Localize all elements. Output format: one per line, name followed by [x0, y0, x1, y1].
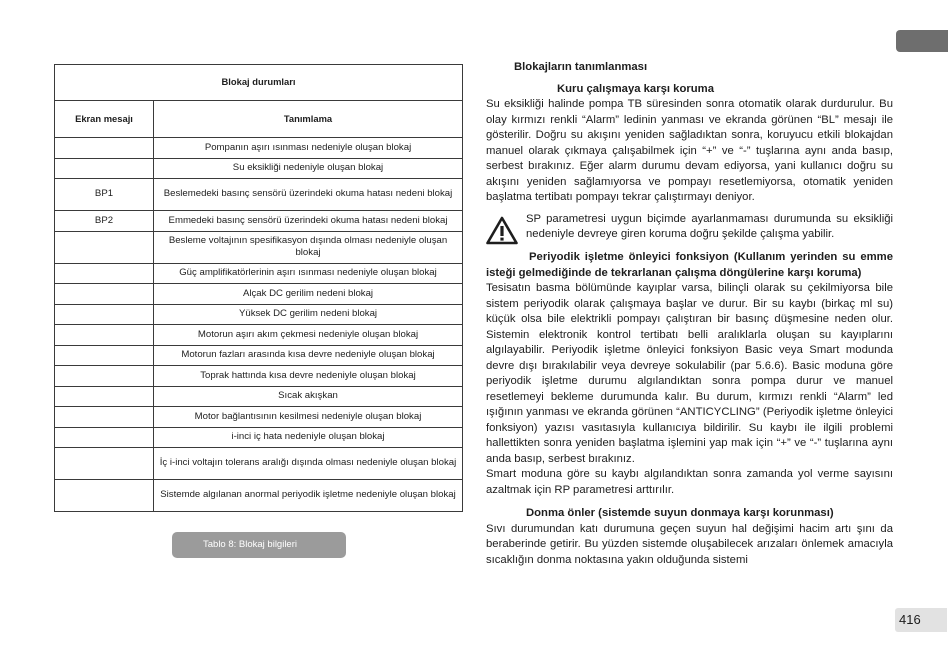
section-title: Blokajların tanımlanması	[514, 61, 648, 73]
screen-message-cell	[55, 407, 154, 428]
description-cell: Motor bağlantısının kesilmesi nedeniyle oluşan blokaj	[154, 407, 463, 428]
description-cell: Motorun fazları arasında kısa devre nedeniyle oluşan blokaj	[154, 345, 463, 366]
warning-text: SP parametresi uygun biçimde ayarlanmaması durumunda su eksikliği nedeniyle devreye giren koruma doğru şekilde çalışma yabilir.	[526, 212, 893, 240]
blockage-table-container	[54, 64, 462, 512]
description-cell: Beslemedeki basınç sensörü üzerindeki okuma hatası nedeni blokaj	[154, 179, 463, 211]
screen-message-cell	[55, 304, 154, 325]
page-number: 416	[895, 608, 947, 632]
screen-message-cell	[55, 158, 154, 179]
screen-message-cell: BP1	[55, 179, 154, 211]
screen-message-cell: BP2	[55, 211, 154, 232]
table-caption-cell	[55, 65, 463, 101]
table-row	[55, 480, 463, 512]
screen-message-cell	[55, 325, 154, 346]
table-footer-label: Tablo 8: Blokaj bilgileri	[172, 532, 346, 558]
dry-run-text: Su eksikliği halinde pompa TB süresinden sonra otomatik olarak durdurulur. Bu olay kırmızı renkli “Alarm” ledinin yanması ve ekranda görünen “BL” mesajı ile gösterilir. Doğru su akışını yeniden sağladıktan sonra, koruyucu etkili blokajdan manuel olarak çıkmaya çalışabilmek için “+” ve “-” tuşlarına aynı anda basıp, serbest bırakınız. Eğer alarm durumu devam ediyorsa, yani kullanıcı doğru su akışını yeniden sağlamıyorsa ve pompayı resetlemiyorsa, otomatik yeniden başlatma tertibatı pompayı tekrar çalıştırmayı deniyor.	[486, 98, 893, 203]
table-row	[55, 211, 463, 232]
header-screen-message	[55, 101, 154, 138]
content-column	[486, 60, 893, 568]
description-cell: Toprak hattında kısa devre nedeniyle oluşan blokaj	[154, 366, 463, 387]
table-row	[55, 366, 463, 387]
header-screen-message-label: Ekran mesajı	[75, 112, 133, 124]
description-cell: Sistemde algılanan anormal periyodik işletme nedeniyle oluşan blokaj	[154, 480, 463, 512]
table-row	[55, 427, 463, 448]
anticycling-title-text: Periyodik işletme önleyici fonksiyon (Kullanım yerinden su emme isteği gelmediğinde de tekrarlanan çalışma döngülerine karşı koruma)	[486, 251, 893, 279]
description-cell: Motorun aşırı akım çekmesi nedeniyle oluşan blokaj	[154, 325, 463, 346]
frost-title: Donma önler (sistemde suyun donmaya karşı korunması)	[526, 507, 834, 519]
frost-text: Sıvı durumundan katı durumuna geçen suyun hal değişimi hacim artı şını da beraberinde getirir. Bu yüzden sistemde oluşabilecek arızaları önlemek amacıyla sıcaklığın donma noktasına yakın olduğunda sistemi	[486, 522, 893, 566]
blockage-table-body	[55, 138, 463, 512]
description-cell: i-inci iç hata nedeniyle oluşan blokaj	[154, 427, 463, 448]
description-cell: Sıcak akışkan	[154, 386, 463, 407]
anticycling-title	[486, 250, 893, 281]
table-row	[55, 231, 463, 263]
anticycling-text: Tesisatın basma bölümünde kayıplar varsa, bilinçli olarak su çekilmiyorsa bile sistem periyodik olarak çalışmaya başlar ve durur. Bir su kaybı (birkaç ml su) küçük olsa bile elektrikli pompayı çalıştıran bir basınç düşmesine neden olur. Sistemin elektronik kontrol tertibatı belli aralıklarla oluşan su kayıplarını algılayabilir. Periyodik işletme önleyici fonksiyon Basic veya Smart modunda devre dışı bırakılabilir veya devreye sokulabilir (par 5.6.6). Basic moduna göre periyodik işletme durumu algılandıktan sonra pompa durur ve manuel resetlemeyi bekleme durumunda kalır. Bu durum, kırmızı renkli “Alarm” led ışığının yanması ve ekranda görünen “ANTICYCLING” (Periyodik işletme önleyici fonksiyon) yazısı vasıtasıyla kullanıcıya bildirilir. Su kaybı ile ilgili problemi hallettikten sonra yeniden başlatma işlemini yap mak için “+” ve “-” tuşlarına aynı anda basıp, serbest bırakınız.	[486, 282, 893, 465]
table-row	[55, 304, 463, 325]
table-row	[55, 158, 463, 179]
description-cell: Pompanın aşırı ısınması nedeniyle oluşan blokaj	[154, 138, 463, 159]
screen-message-cell	[55, 386, 154, 407]
screen-message-cell	[55, 480, 154, 512]
description-cell: Su eksikliği nedeniyle oluşan blokaj	[154, 158, 463, 179]
table-row	[55, 407, 463, 428]
screen-message-cell	[55, 231, 154, 263]
dry-run-title: Kuru çalışmaya karşı koruma	[557, 82, 714, 95]
description-cell: İç i-inci voltajın tolerans aralığı dışında olması nedeniyle oluşan blokaj	[154, 448, 463, 480]
screen-message-cell	[55, 448, 154, 480]
table-row	[55, 263, 463, 284]
table-row	[55, 386, 463, 407]
description-cell: Güç amplifikatörlerinin aşırı ısınması nedeniyle oluşan blokaj	[154, 263, 463, 284]
screen-message-cell	[55, 284, 154, 305]
description-cell: Emmedeki basınç sensörü üzerindeki okuma hatası nedeni blokaj	[154, 211, 463, 232]
table-row	[55, 138, 463, 159]
description-cell: Besleme voltajının spesifikasyon dışında olması nedeniyle oluşan blokaj	[154, 231, 463, 263]
header-description-label: Tanımlama	[283, 112, 333, 124]
screen-message-cell	[55, 366, 154, 387]
header-description	[154, 101, 463, 138]
description-cell: Alçak DC gerilim nedeni blokaj	[154, 284, 463, 305]
warning-block	[486, 212, 893, 251]
screen-message-cell	[55, 427, 154, 448]
table-row	[55, 284, 463, 305]
description-cell: Yüksek DC gerilim nedeni blokaj	[154, 304, 463, 325]
table-title: Blokaj durumları	[221, 76, 296, 88]
table-row	[55, 448, 463, 480]
warning-triangle-icon	[486, 212, 526, 251]
table-row	[55, 325, 463, 346]
anticycling-text-smart: Smart moduna göre su kaybı algılandıktan sonra zamanda yol verme sayısını azaltmak için RP parametresi arttırılır.	[486, 468, 893, 496]
table-row	[55, 345, 463, 366]
screen-message-cell	[55, 263, 154, 284]
blockage-table	[54, 64, 463, 512]
screen-message-cell	[55, 345, 154, 366]
chapter-tab-marker	[896, 30, 948, 52]
table-row	[55, 179, 463, 211]
screen-message-cell	[55, 138, 154, 159]
